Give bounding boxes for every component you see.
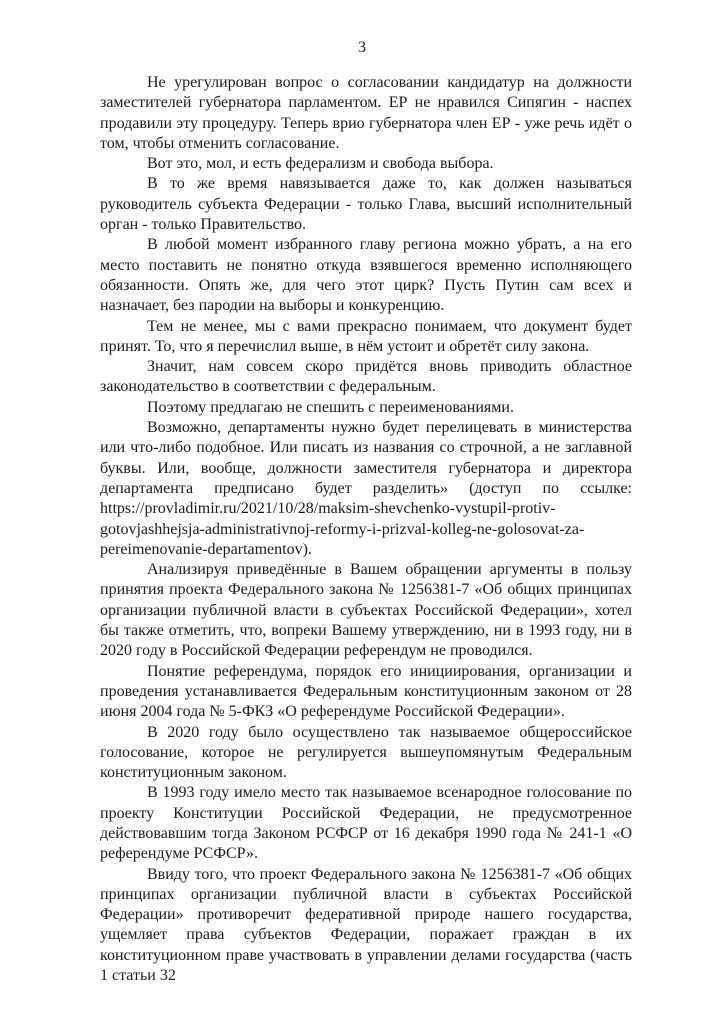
paragraph-federalism: Вот это, мол, и есть федерализм и свобода выбора.	[147, 155, 494, 173]
paragraph-referendum-concept: Понятие референдума, порядок его инициирования, организации и проведения устанавливается Федеральным конституционным законом от 28 июня 2004 года № 5-ФКЗ «О референдуме Российской Федерации».	[100, 662, 632, 721]
paragraph-referendum-analysis: Анализируя приведённые в Вашем обращении аргументы в пользу принятия проекта Федерального закона № 1256381-7 «Об общих принципах организации публичной власти в субъектах Российской Федерации», хотел бы также отметить, что, вопреки Вашему утверждению, ни в 1993 году, ни в 2020 году в Российской Федерации референдум не проводился.	[100, 561, 632, 660]
paragraph-regional-legislation: Значит, нам совсем скоро придётся вновь приводить областное законодательство в соответствии с федеральным.	[100, 358, 632, 396]
document-body	[100, 73, 632, 986]
paragraph-acting-governor: В любой момент избранного главу региона можно убрать, а на его место поставить не понятно откуда взявшегося временно исполняющего обязанности. Опять же, для чего этот цирк? Пусть Путин сам всех и назначает, без пародии на выборы и конкуренцию.	[100, 236, 632, 315]
paragraph-conclusion: Ввиду того, что проект Федерального закона № 1256381-7 «Об общих принципах организации публичной власти в субъектах Российской Федерации» противоречит федеративной природе нашего государства, ущемляет права субъектов Федерации, поражает граждан в их конституционном праве участвовать в управлении делами государства (часть 1 статьи 32	[100, 865, 632, 985]
paragraph-naming: В то же время навязывается даже то, как должен называться руководитель субъекта Федерации - только Глава, высший исполнительный орган - только Правительство.	[100, 175, 632, 234]
paragraph-2020-vote: В 2020 году было осуществлено так называемое общероссийское голосование, которое не регулируется вышеупомянутым Федеральным конституционным законом.	[100, 723, 632, 782]
paragraph-no-rush: Поэтому предлагаю не спешить с переименованиями.	[147, 398, 514, 416]
paragraph-will-be-adopted: Тем не менее, мы с вами прекрасно понимаем, что документ будет принят. То, что я перечислил выше, в нём устоит и обретёт силу закона.	[100, 317, 632, 355]
paragraph-departments-quote: Возможно, департаменты нужно будет перелицевать в министерства или что-либо подобное. Или писать из названия со строчной, а не заглавной буквы. Или, вообще, должности заместителя губернатора и директора департамента предписано будет разделить» (доступ по ссылке: https://provladimir.ru/2021/10/28/maksim-shevchenko-vystupil-protiv-gotovjashhejsja-administrativnoj-reformy-i-prizval-kolleg-ne-golosovat-za-pereimenovanie-departamentov).	[100, 419, 632, 558]
paragraph-governor-deputies: Не урегулирован вопрос о согласовании кандидатур на должности заместителей губернатора парламентом. ЕР не нравился Сипягин - наспех продавили эту процедуру. Теперь врио губернатора член ЕР - уже речь идёт о том, чтобы отменить согласование.	[100, 74, 632, 152]
paragraph-1993-vote: В 1993 году имело место так называемое всенародное голосование по проекту Конституции Российской Федерации, не предусмотренное действовавшим тогда Законом РСФСР от 16 декабря 1990 года № 241-1 «О референдуме РСФСР».	[100, 784, 632, 863]
page-number: 3	[358, 39, 366, 56]
